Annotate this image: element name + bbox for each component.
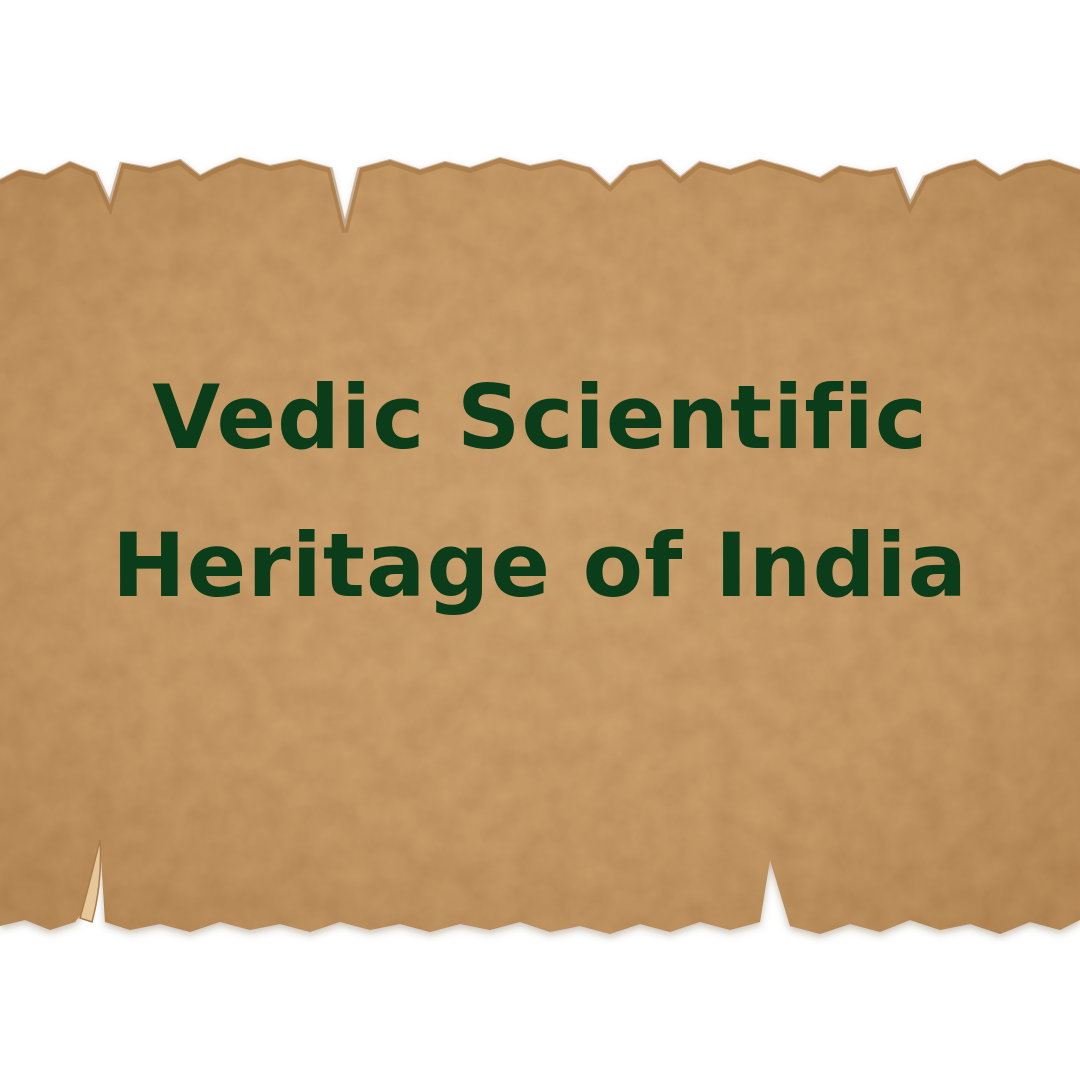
poster-title: [0, 368, 1080, 616]
title-line-2: Heritage of India: [112, 514, 968, 617]
title-line-1: Vedic Scientific: [152, 366, 928, 469]
